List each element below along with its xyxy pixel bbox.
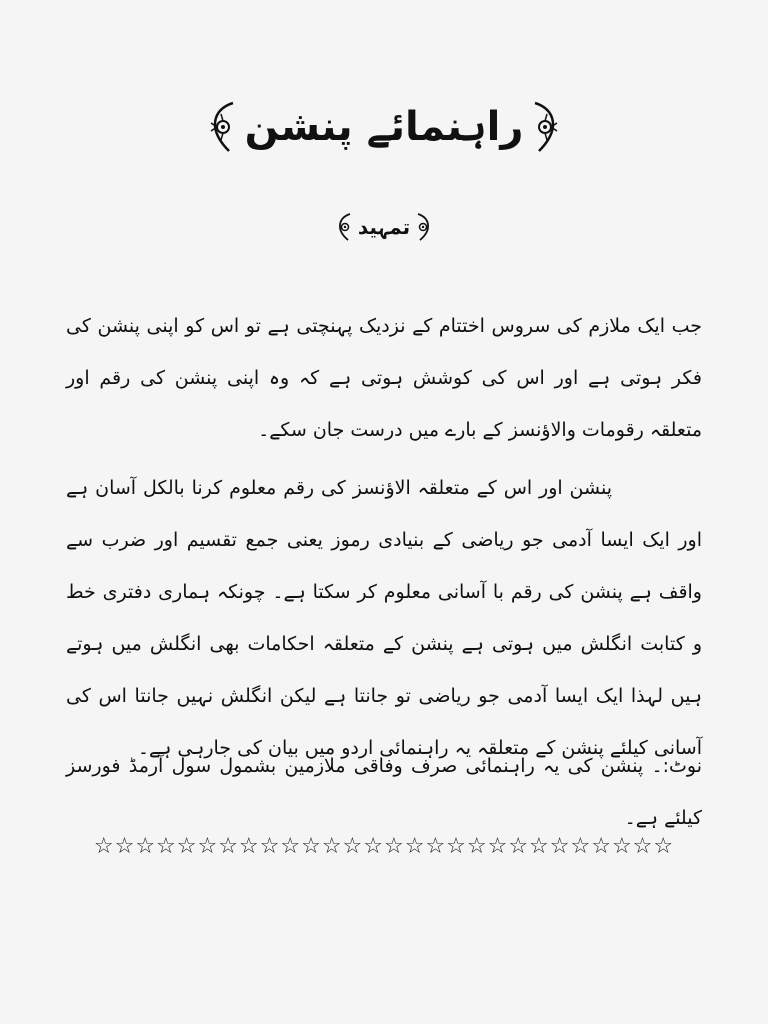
title-row bbox=[0, 92, 768, 162]
paragraph-calculation-text: پنشن اور اس کے متعلقہ الاؤنسز کی رقم معلوم کرنا بالکل آسان ہے اور ایک ایسا آدمی جو ریاضی کے بنیادی رموز یعنی جمع تقسیم اور ضرب سے واقف ہے پنشن کی رقم با آسانی معلوم کر سکتا ہے۔ چونکہ ہماری دفتری خط و کتابت انگلش میں ہوتی ہے پنشن کے متعلقہ احکامات بھی انگلش میں ہوتے ہیں لہذا ایک ایسا آدمی جو ریاضی تو جانتا ہے لیکن انگلش نہیں جانتا اس کی آسانی کیلئے پنشن کے متعلقہ یہ راہنمائی اردو میں بیان کی جارہی ہے۔ bbox=[66, 477, 702, 759]
ornament-right-icon bbox=[529, 99, 569, 155]
paragraph-note-text: نوٹ:۔ پنشن کی یہ راہنمائی صرف وفاقی ملازمین بشمول سول آرمڈ فورسز کیلئے ہے۔ bbox=[66, 755, 702, 829]
ornament-small-left-icon bbox=[332, 212, 354, 242]
subtitle-row bbox=[0, 207, 768, 247]
paragraph-intro-text: جب ایک ملازم کی سروس اختتام کے نزدیک پہنچتی ہے تو اس کو اپنی پنشن کی فکر ہوتی ہے اور اس کی کوشش ہوتی ہے کہ وہ اپنی پنشن کی رقم اور متعلقہ رقومات والاؤنسز کے بارے میں درست جان سکے۔ bbox=[66, 315, 702, 441]
paragraph-intro bbox=[66, 300, 702, 456]
paragraph-calculation bbox=[66, 462, 702, 774]
paragraph-note bbox=[66, 740, 702, 844]
section-subtitle: تمہید bbox=[357, 215, 411, 239]
ornament-small-right-icon bbox=[414, 212, 436, 242]
ornament-left-icon bbox=[199, 99, 239, 155]
star-divider: ☆☆☆☆☆☆☆☆☆☆☆☆☆☆☆☆☆☆☆☆☆☆☆☆☆☆☆☆ bbox=[93, 834, 675, 859]
page-title: راہنمائے پنشن bbox=[244, 104, 524, 150]
